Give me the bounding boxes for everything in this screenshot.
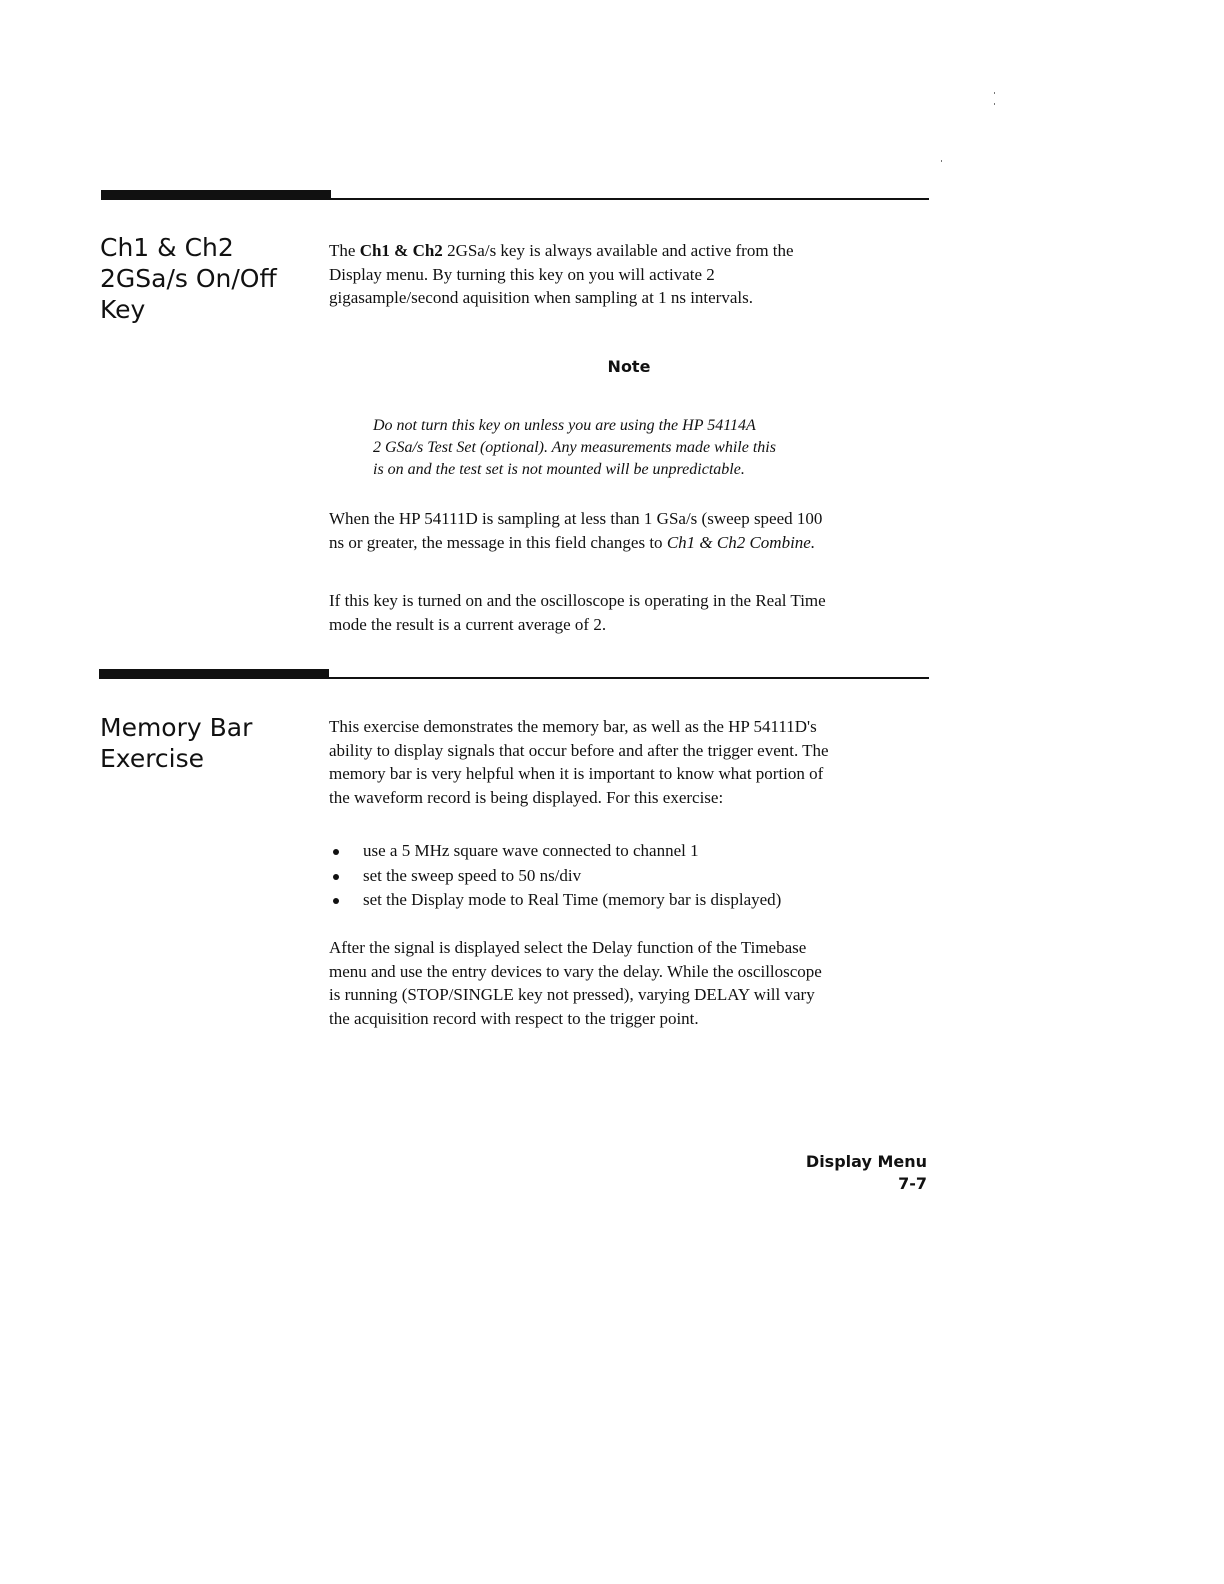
paragraph-line: After the signal is displayed select the Delay function of the Timebase: [329, 938, 807, 957]
note-title: Note: [607, 357, 651, 376]
scan-speck: [941, 160, 942, 162]
scan-speck: [994, 92, 995, 94]
bullet-icon: [333, 898, 339, 904]
list-item-text: use a 5 MHz square wave connected to channel 1: [363, 841, 699, 860]
list-item-text: set the Display mode to Real Time (memory bar is displayed): [363, 890, 782, 909]
paragraph-line: gigasample/second aquisition when sampling at 1 ns intervals.: [329, 288, 753, 307]
section-divider: [101, 188, 929, 200]
list-item: [329, 839, 929, 864]
paragraph-line: When the HP 54111D is sampling at less than 1 GSa/s (sweep speed 100: [329, 509, 823, 528]
page-number: 7-7: [898, 1174, 927, 1193]
note-line: 2 GSa/s Test Set (optional). Any measurements made while this: [373, 439, 776, 456]
key-name: Ch1 & Ch2: [359, 241, 443, 260]
paragraph-line: If this key is turned on and the oscilloscope is operating in the Real Time: [329, 591, 826, 610]
paragraph-line: the acquisition record with respect to the trigger point.: [329, 1008, 699, 1028]
paragraph-line: the waveform record is being displayed. For this exercise:: [329, 787, 724, 807]
paragraph-line: memory bar is very helpful when it is important to know what portion of: [329, 764, 824, 783]
scan-speck: [994, 103, 995, 105]
page-footer: [806, 1151, 927, 1195]
note-body: [373, 415, 913, 481]
paragraph-line: mode the result is a current average of 2.: [329, 614, 607, 634]
list-item: [329, 888, 929, 913]
ch1-ch2-intro-paragraph: [329, 239, 929, 310]
section-divider: [99, 667, 929, 679]
real-time-paragraph: [329, 589, 929, 636]
text-run: ns or greater, the message in this field changes to: [329, 532, 667, 552]
text-run: 2GSa/s key is always available and active from the: [442, 241, 794, 260]
list-item: [329, 864, 929, 889]
bullet-icon: [333, 849, 339, 855]
section-heading-ch1-ch2-key: [100, 232, 300, 325]
paragraph-line: [329, 531, 929, 555]
note-line: is on and the test set is not mounted will be unpredictable.: [373, 461, 745, 478]
section-heading-memory-bar-exercise: [100, 712, 300, 774]
delay-instructions-paragraph: [329, 936, 929, 1030]
heading-line: 2GSa/s On/Off: [100, 264, 277, 293]
paragraph-line: is running (STOP/SINGLE key not pressed), varying DELAY will vary: [329, 985, 815, 1004]
list-item-text: set the sweep speed to 50 ns/div: [363, 865, 582, 885]
bullet-icon: [333, 874, 339, 880]
footer-section-name: Display Menu: [805, 1152, 927, 1171]
paragraph-line: This exercise demonstrates the memory bar, as well as the HP 54111D's: [329, 717, 817, 736]
heading-line: Ch1 & Ch2: [100, 233, 234, 262]
paragraph-line: ability to display signals that occur before and after the trigger event. The: [329, 740, 829, 760]
heading-line: Exercise: [100, 744, 205, 773]
sampling-rate-paragraph: [329, 507, 929, 554]
exercise-setup-list: [329, 839, 929, 913]
paragraph-line: menu and use the entry devices to vary the delay. While the oscilloscope: [329, 961, 822, 981]
heading-line: Memory Bar: [100, 713, 253, 742]
note-line: Do not turn this key on unless you are using the HP 54114A: [373, 417, 756, 434]
memory-bar-intro-paragraph: [329, 715, 929, 809]
heading-line: Key: [100, 295, 146, 324]
paragraph-line: [329, 239, 929, 263]
paragraph-line: Display menu. By turning this key on you will activate 2: [329, 264, 715, 284]
field-message: Ch1 & Ch2 Combine.: [666, 532, 816, 552]
text-run: The: [329, 241, 360, 260]
